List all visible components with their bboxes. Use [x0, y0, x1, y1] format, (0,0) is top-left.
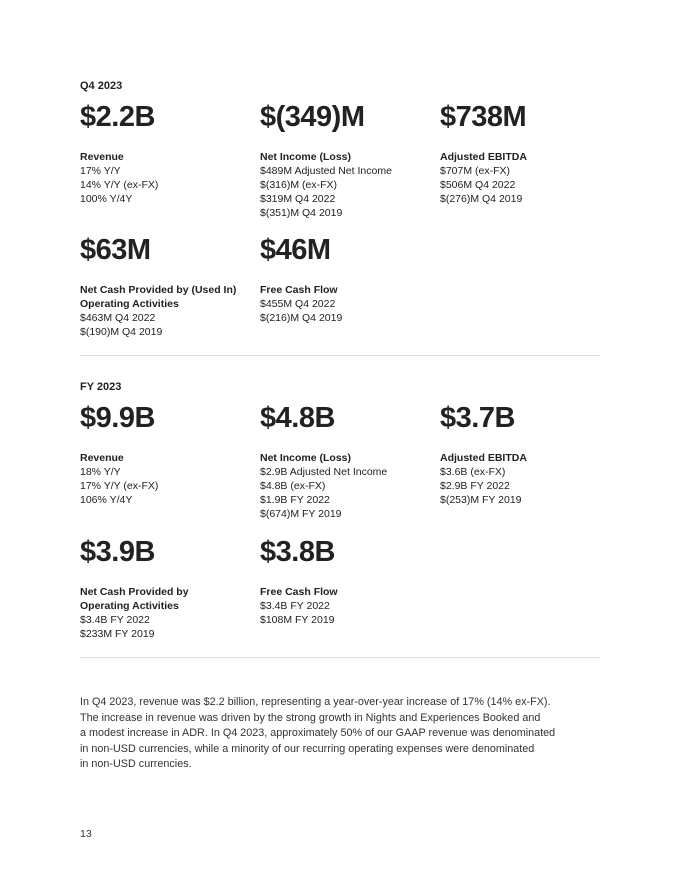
metric-fy-net-cash: [80, 535, 230, 641]
metric-detail: 14% Y/Y (ex-FX): [80, 179, 159, 191]
metric-detail: $319M Q4 2022: [260, 193, 336, 205]
metric-label: Net Cash Provided by (Used In) Operating Activities: [80, 284, 237, 310]
metric-detail: $489M Adjusted Net Income: [260, 165, 392, 177]
metric-detail: 17% Y/Y: [80, 165, 121, 177]
section-label-q4: Q4 2023: [80, 80, 123, 92]
metric-detail: $463M Q4 2022: [80, 312, 156, 324]
summary-paragraph: [80, 695, 580, 773]
metric-label: Free Cash Flow: [260, 284, 338, 296]
metric-detail: $707M (ex-FX): [440, 165, 511, 177]
metric-value: $46M: [260, 234, 331, 266]
metric-detail: $3.4B FY 2022: [80, 614, 150, 626]
metric-detail: $3.4B FY 2022: [260, 600, 330, 612]
metric-detail: $(316)M (ex-FX): [260, 179, 338, 191]
metric-label: Adjusted EBITDA: [440, 452, 527, 464]
metric-fy-free-cash-flow: [260, 535, 435, 627]
metric-detail: $(351)M Q4 2019: [260, 207, 343, 219]
metric-label: Net Cash Provided by Operating Activities: [80, 586, 189, 612]
metric-fy-revenue: [80, 401, 255, 507]
section-divider: [80, 355, 600, 356]
metric-value: $9.9B: [80, 402, 155, 434]
metric-value: $(349)M: [260, 101, 365, 133]
page-number: 13: [80, 828, 92, 840]
metric-value: $3.7B: [440, 402, 515, 434]
metric-value: $2.2B: [80, 101, 155, 133]
metric-fy-adjusted-ebitda: [440, 401, 615, 507]
metric-detail: 18% Y/Y: [80, 466, 121, 478]
metric-label: Free Cash Flow: [260, 586, 338, 598]
paragraph-line: The increase in revenue was driven by the strong growth in Nights and Experiences Booked and: [80, 711, 541, 724]
metric-q4-revenue: [80, 100, 255, 206]
paragraph-line: a modest increase in ADR. In Q4 2023, approximately 50% of our GAAP revenue was denominated: [80, 727, 556, 739]
metric-value: $63M: [80, 234, 151, 266]
metric-detail: $233M FY 2019: [80, 628, 155, 640]
metric-label: Adjusted EBITDA: [440, 151, 527, 163]
metric-q4-net-cash: [80, 233, 250, 339]
metric-detail: 17% Y/Y (ex-FX): [80, 480, 159, 492]
metric-detail: $506M Q4 2022: [440, 179, 516, 191]
metric-detail: $455M Q4 2022: [260, 298, 336, 310]
metric-fy-net-income: [260, 401, 435, 521]
metric-detail: 100% Y/4Y: [80, 193, 133, 205]
metric-detail: $1.9B FY 2022: [260, 494, 330, 506]
metric-detail: 106% Y/4Y: [80, 494, 133, 506]
metric-label: Revenue: [80, 452, 124, 464]
paragraph-line: in non-USD currencies, while a minority of our recurring operating expenses were denominated: [80, 742, 535, 755]
paragraph-line: In Q4 2023, revenue was $2.2 billion, representing a year-over-year increase of 17% (14% ex-FX).: [80, 696, 551, 708]
metric-value: $4.8B: [260, 402, 335, 434]
metric-detail: $2.9B FY 2022: [440, 480, 510, 492]
metric-detail: $(276)M Q4 2019: [440, 193, 523, 205]
metric-detail: $2.9B Adjusted Net Income: [260, 466, 388, 478]
metric-detail: $(674)M FY 2019: [260, 508, 342, 520]
metric-label: Net Income (Loss): [260, 452, 352, 464]
section-label-fy: FY 2023: [80, 381, 122, 393]
metric-q4-adjusted-ebitda: [440, 100, 615, 206]
metric-q4-net-income: [260, 100, 435, 220]
paragraph-line: in non-USD currencies.: [80, 758, 192, 770]
metric-value: $3.8B: [260, 536, 335, 568]
metric-value: $3.9B: [80, 536, 155, 568]
metric-detail: $3.6B (ex-FX): [440, 466, 506, 478]
metric-detail: $(190)M Q4 2019: [80, 326, 163, 338]
metric-value: $738M: [440, 101, 527, 133]
metric-q4-free-cash-flow: [260, 233, 435, 325]
section-divider: [80, 657, 600, 658]
metric-label: Net Income (Loss): [260, 151, 352, 163]
metric-detail: $(216)M Q4 2019: [260, 312, 343, 324]
metric-detail: $108M FY 2019: [260, 614, 335, 626]
metric-label: Revenue: [80, 151, 124, 163]
metric-detail: $4.8B (ex-FX): [260, 480, 326, 492]
metric-detail: $(253)M FY 2019: [440, 494, 522, 506]
